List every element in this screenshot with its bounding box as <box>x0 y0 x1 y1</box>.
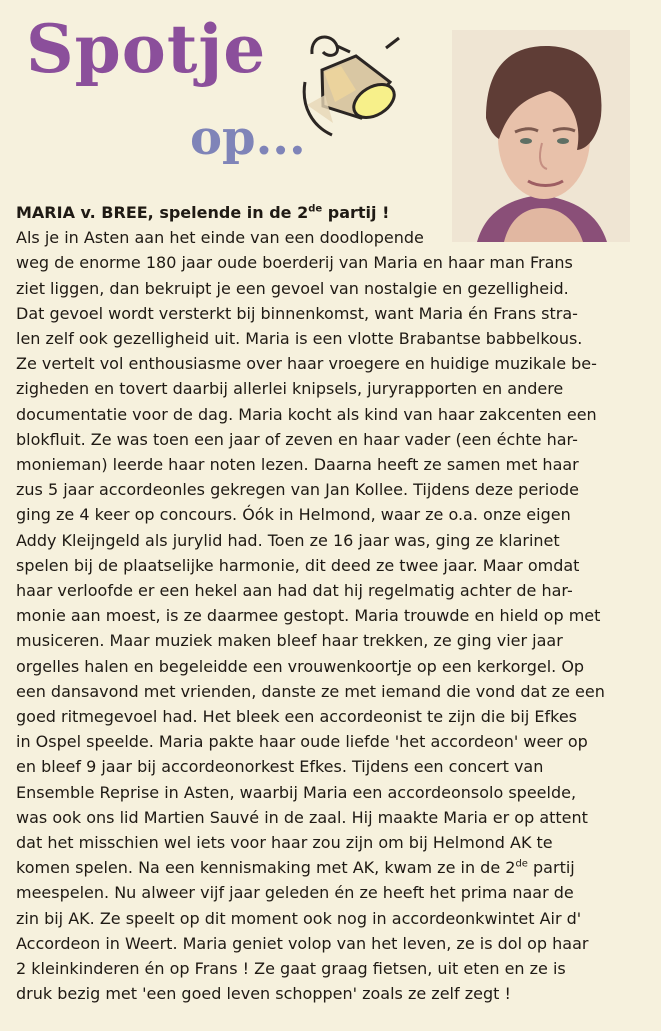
article-line: haar verloofde er een hekel aan had dat hij regelmatig achter de har- <box>16 581 573 601</box>
article-line: documentatie voor de dag. Maria kocht als kind van haar zakcenten een <box>16 404 597 424</box>
article-line: zus 5 jaar accordeonles gekregen van Jan Kollee. Tijdens deze periode <box>16 480 579 500</box>
article-line: Accordeon in Weert. Maria geniet volop van het leven, ze is dol op haar <box>16 933 589 953</box>
page-subtitle: op... <box>190 110 306 166</box>
article-line: len zelf ook gezelligheid uit. Maria is een vlotte Brabantse babbelkous. <box>16 329 583 349</box>
article-line: Als je in Asten aan het einde van een doodlopende <box>16 228 424 248</box>
article-line: zin bij AK. Ze speelt op dit moment ook nog in accordeonkwintet Air d' <box>16 908 582 928</box>
article-line: zigheden en tovert daarbij allerlei knipsels, juryrapporten en andere <box>16 379 564 399</box>
article-line: ziet liggen, dan bekruipt je een gevoel van nostalgie en gezelligheid. <box>16 278 569 298</box>
article-line: meespelen. Nu alweer vijf jaar geleden én ze heeft het prima naar de <box>16 883 574 903</box>
article-line: dat het misschien wel iets voor haar zou zijn om bij Helmond AK te <box>16 833 553 853</box>
article-line: blokfluit. Ze was toen een jaar of zeven en haar vader (een échte har- <box>16 429 578 449</box>
article-body <box>16 200 632 1007</box>
article-line: Addy Kleijngeld als jurylid had. Toen ze 16 jaar was, ging ze klarinet <box>16 530 560 550</box>
line-suffix: partij <box>527 858 575 878</box>
article-line: ging ze 4 keer op concours. Óók in Helmond, waar ze o.a. onze eigen <box>16 505 571 525</box>
page-title: Spotje <box>26 10 267 88</box>
article-line: 2 kleinkinderen én op Frans ! Ze gaat graag fietsen, uit eten en ze is <box>16 959 566 979</box>
article-line: orgelles halen en begeleidde een vrouwenkoortje op een kerkorgel. Op <box>16 656 585 676</box>
line-ordinal: de <box>515 858 528 870</box>
article-line: Ensemble Reprise in Asten, waarbij Maria een accordeonsolo speelde, <box>16 782 577 802</box>
article-line: Ze vertelt vol enthousiasme over haar vroegere en huidige muzikale be- <box>16 354 597 374</box>
lead-suffix: partij ! <box>322 203 390 222</box>
article-line: weg de enorme 180 jaar oude boerderij van Maria en haar man Frans <box>16 253 573 273</box>
lead-prefix: MARIA v. BREE, spelende in de 2 <box>16 203 309 222</box>
spotlight-icon <box>298 28 406 146</box>
lead-ordinal: de <box>308 203 323 215</box>
article-line: monieman) leerde haar noten lezen. Daarna heeft ze samen met haar <box>16 455 579 475</box>
article-line: in Ospel speelde. Maria pakte haar oude liefde 'het accordeon' weer op <box>16 732 588 752</box>
article-line: Dat gevoel wordt versterkt bij binnenkomst, want Maria én Frans stra- <box>16 303 578 323</box>
article-line: musiceren. Maar muziek maken bleef haar trekken, ze ging vier jaar <box>16 631 563 651</box>
article-line: druk bezig met 'een goed leven schoppen' zoals ze zelf zegt ! <box>16 984 511 1004</box>
article-line: goed ritmegevoel had. Het bleek een accordeonist te zijn die bij Efkes <box>16 707 578 727</box>
article-line: monie aan moest, is ze daarmee gestopt. Maria trouwde en hield op met <box>16 606 601 626</box>
article-line: een dansavond met vrienden, danste ze met iemand die vond dat ze een <box>16 681 605 701</box>
article-line <box>16 855 632 880</box>
article-line: spelen bij de plaatselijke harmonie, dit deed ze twee jaar. Maar omdat <box>16 555 580 575</box>
line-text: komen spelen. Na een kennismaking met AK, kwam ze in de 2 <box>16 858 516 878</box>
article-line: en bleef 9 jaar bij accordeonorkest Efkes. Tijdens een concert van <box>16 757 544 777</box>
article-line: was ook ons lid Martien Sauvé in de zaal. Hij maakte Maria er op attent <box>16 807 588 827</box>
article-lead <box>16 200 632 225</box>
